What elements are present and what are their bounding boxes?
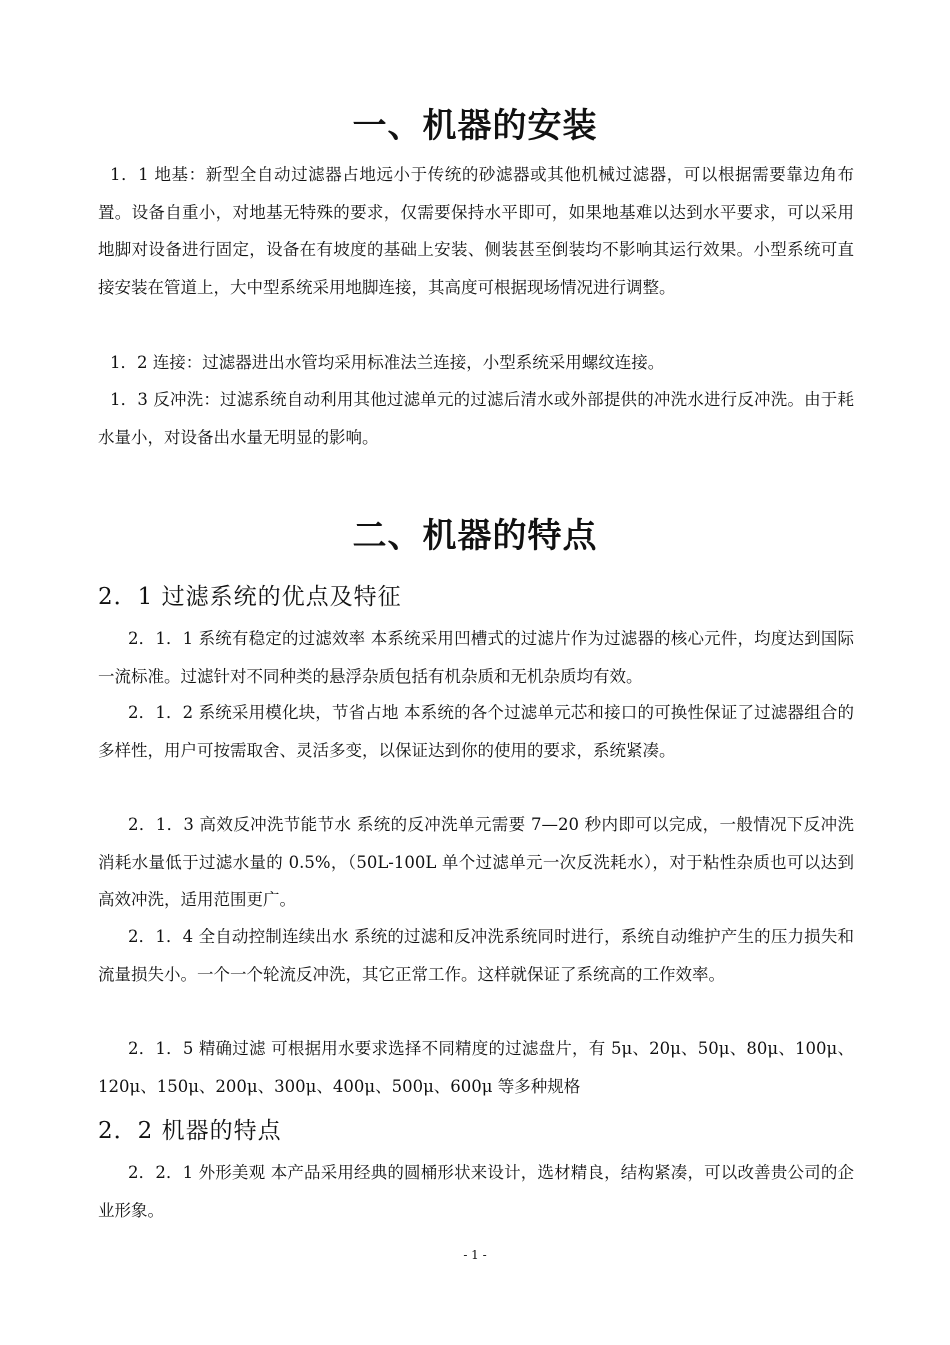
paragraph-1-1: 1．1 地基：新型全自动过滤器占地远小于传统的砂滤器或其他机械过滤器，可以根据需要靠边角布置。设备自重小，对地基无特殊的要求，仅需要保持水平即可，如果地基难以达到水平要求，可以采用地脚对设备进行固定，设备在有坡度的基础上安装、侧装甚至倒装均不影响其运行效果。小型系统可直接安装在管道上，大中型系统采用地脚连接，其高度可根据现场情况进行调整。 [98,165,854,297]
paragraph-2-2-1: 2．2．1 外形美观 本产品采用经典的圆桶形状来设计，选材精良，结构紧凑，可以改善贵公司的企业形象。 [98,1163,854,1220]
page-number: - 1 - [463,1248,487,1262]
subsection-2-1-title: 2．1 过滤系统的优点及特征 [98,584,402,610]
paragraph-2-1-4: 2．1．4 全自动控制连续出水 系统的过滤和反冲洗系统同时进行，系统自动维护产生的压力损失和流量损失小。一个一个轮流反冲洗，其它正常工作。这样就保证了系统高的工作效率。 [98,927,854,984]
subsection-2-2-title: 2．2 机器的特点 [98,1118,282,1144]
section-1-title: 一、机器的安装 [352,106,598,146]
paragraph-2-1-3: 2．1．3 高效反冲洗节能节水 系统的反冲洗单元需要 7—20 秒内即可以完成，一般情况下反冲洗消耗水量低于过滤水量的 0.5%，（50L-100L 单个过滤单元一次反洗耗水），对于粘性杂质也可以达到高效冲洗，适用范围更广。 [98,815,854,909]
section-2-title: 二、机器的特点 [352,516,598,556]
paragraph-2-1-5: 2．1．5 精确过滤 可根据用水要求选择不同精度的过滤盘片，有 5μ、20μ、50μ、80μ、100μ、120μ、150μ、200μ、300μ、400μ、500μ、600μ 等多种规格 [98,1039,854,1096]
paragraph-1-2: 1．2 连接：过滤器进出水管均采用标准法兰连接，小型系统采用螺纹连接。 [110,353,665,372]
paragraph-1-3: 1．3 反冲洗：过滤系统自动利用其他过滤单元的过滤后清水或外部提供的冲洗水进行反冲洗。由于耗水量小，对设备出水量无明显的影响。 [98,390,854,447]
paragraph-2-1-2: 2．1．2 系统采用模化块，节省占地 本系统的各个过滤单元芯和接口的可换性保证了过滤器组合的多样性，用户可按需取舍、灵活多变，以保证达到你的使用的要求，系统紧凑。 [98,703,854,760]
paragraph-2-1-1: 2．1．1 系统有稳定的过滤效率 本系统采用凹槽式的过滤片作为过滤器的核心元件，均度达到国际一流标准。过滤针对不同种类的悬浮杂质包括有机杂质和无机杂质均有效。 [98,629,854,686]
